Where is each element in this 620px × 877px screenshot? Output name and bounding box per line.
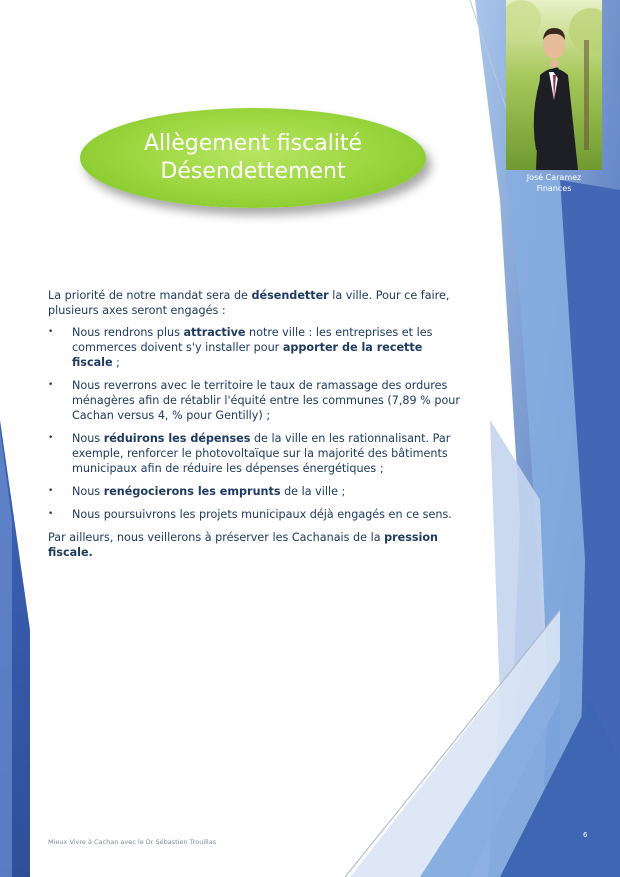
intro-text-1: La priorité de notre mandat sera de	[48, 289, 252, 302]
page-number: 6	[583, 831, 588, 839]
profile-role: Finances	[536, 184, 572, 193]
item-text: Nous	[72, 485, 104, 498]
bullet-icon: •	[48, 433, 54, 443]
bullet-list	[48, 325, 460, 522]
closing-bold: pression fiscale.	[48, 531, 439, 559]
title-line-1: Allègement fiscalité	[143, 131, 363, 156]
item-bold: attractive	[183, 326, 246, 339]
bullet-icon: •	[48, 486, 54, 496]
list-item	[48, 507, 460, 522]
profile-photo	[506, 0, 602, 170]
list-item	[48, 325, 460, 370]
main-content	[48, 288, 460, 567]
item-text: Nous reverrons avec le territoire le taux de ramassage des ordures ménagères afin de rétablir l'équité entre les communes (7,89 % pour Cachan versus 4, % pour Gentilly) ;	[72, 379, 460, 422]
title-banner	[80, 108, 426, 208]
portrait-photo-icon	[506, 0, 602, 170]
bullet-icon: •	[48, 509, 54, 519]
item-text: notre ville : les entreprises et les commerces doivent s'y installer pour	[72, 326, 433, 354]
profile-caption	[506, 172, 602, 194]
bullet-icon: •	[48, 380, 54, 390]
closing-paragraph	[48, 530, 460, 560]
list-item	[48, 378, 460, 423]
list-item	[48, 431, 460, 476]
item-text: Nous rendrons plus	[72, 326, 184, 339]
item-text: de la ville en les rationnalisant. Par exemple, renforcer le photovoltaïque sur la majorité des bâtiments municipaux afin de réduire les dépenses énergétiques ;	[72, 432, 451, 475]
footer-text: Mieux Vivre à Cachan avec le Dr Sébastien Trouillas	[48, 838, 217, 846]
item-bold: apporter de la recette fiscale	[72, 341, 423, 369]
bullet-icon: •	[48, 327, 54, 337]
list-item	[48, 484, 460, 499]
item-text: ;	[112, 356, 120, 369]
item-text: de la ville ;	[280, 485, 346, 498]
profile-name: José Caramez	[526, 173, 582, 182]
intro-text-2: la ville. Pour ce faire, plusieurs axes seront engagés :	[48, 289, 450, 317]
item-bold: réduirons les dépenses	[103, 432, 251, 445]
item-text: Nous	[72, 432, 104, 445]
title-line-2: Désendettement	[160, 159, 346, 184]
closing-text: Par ailleurs, nous veillerons à préserver les Cachanais de la	[48, 531, 385, 544]
intro-bold-1: désendetter	[251, 289, 329, 302]
item-text: Nous poursuivrons les projets municipaux déjà engagés en ce sens.	[72, 508, 452, 521]
item-bold: renégocierons les emprunts	[103, 485, 281, 498]
intro-paragraph	[48, 288, 460, 318]
